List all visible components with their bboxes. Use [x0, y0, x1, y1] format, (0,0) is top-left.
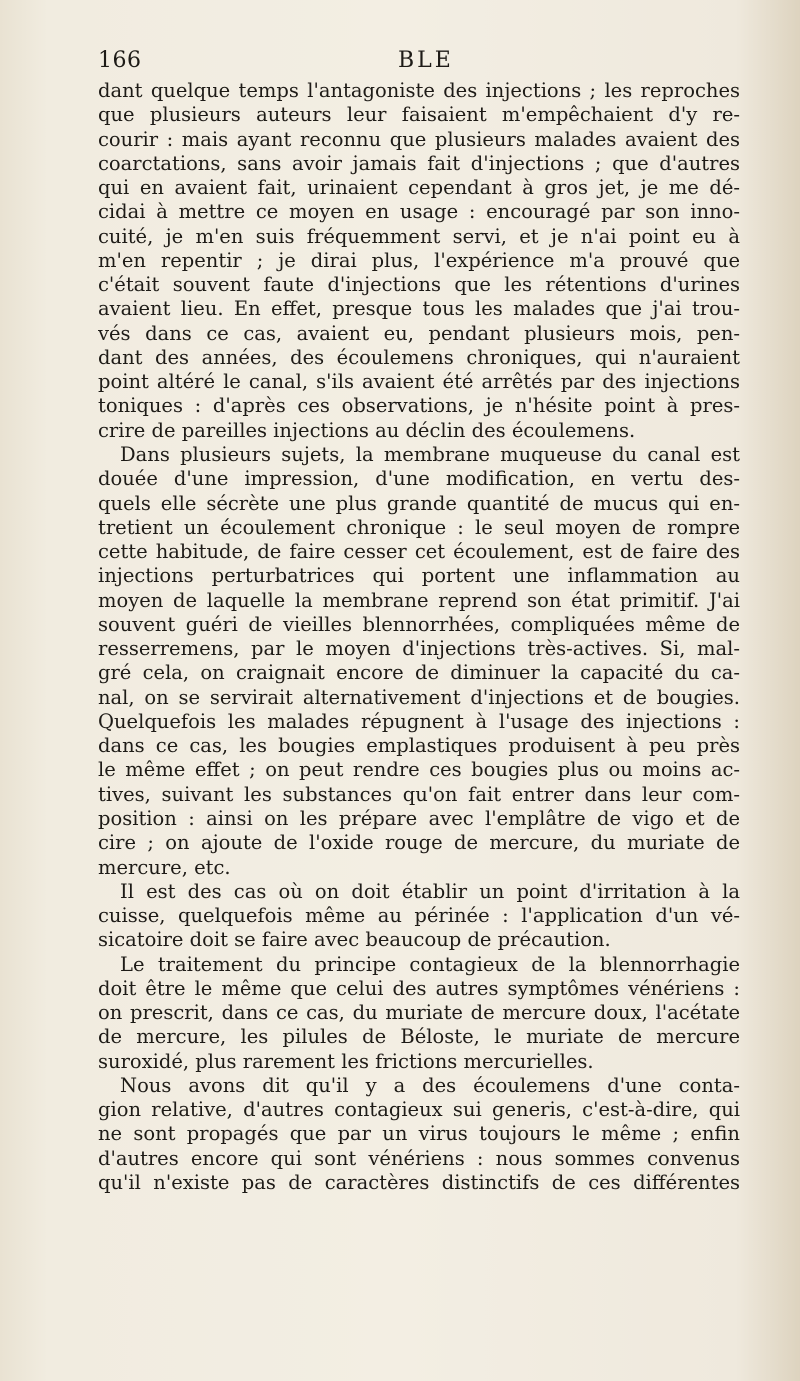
text-line: Nous avons dit qu'il y a des écoulemens d'une conta-: [120, 1073, 740, 1097]
paragraph: [98, 443, 740, 880]
text-line: on prescrit, dans ce cas, du muriate de mercure doux, l'acétate: [98, 1001, 740, 1025]
text-line: injections perturbatrices qui portent une inflammation au: [98, 564, 740, 588]
text-line: cuisse, quelquefois même au périnée : l'application d'un vé-: [98, 904, 740, 928]
text-line: dans ce cas, les bougies emplastiques produisent à peu près: [98, 734, 740, 758]
running-head: BLE: [398, 48, 454, 73]
text-line: crire de pareilles injections au déclin des écoulemens.: [98, 418, 636, 442]
text-line: qu'il n'existe pas de caractères distinctifs de ces différentes: [98, 1170, 740, 1194]
text-line: cire ; on ajoute de l'oxide rouge de mercure, du muriate de: [98, 831, 740, 855]
text-line: d'autres encore qui sont vénériens : nous sommes convenus: [98, 1146, 740, 1170]
text-line: doit être le même que celui des autres symptômes vénériens :: [98, 976, 740, 1000]
text-line: cuité, je m'en suis fréquemment servi, et je n'ai point eu à: [98, 224, 740, 248]
text-line: suroxidé, plus rarement les frictions mercurielles.: [98, 1049, 594, 1073]
text-line: vés dans ce cas, avaient eu, pendant plusieurs mois, pen-: [98, 321, 740, 345]
text-line: c'était souvent faute d'injections que les rétentions d'urines: [98, 273, 740, 297]
text-line: tretient un écoulement chronique : le seul moyen de rompre: [98, 515, 740, 539]
text-line: le même effet ; on peut rendre ces bougies plus ou moins ac-: [98, 758, 740, 782]
text-line: gion relative, d'autres contagieux sui generis, c'est-à-dire, qui: [98, 1098, 740, 1122]
page-header: [98, 46, 738, 76]
text-line: quels elle sécrète une plus grande quantité de mucus qui en-: [98, 491, 740, 515]
text-line: nal, on se servirait alternativement d'injections et de bougies.: [98, 685, 740, 709]
text-line: de mercure, les pilules de Béloste, le muriate de mercure: [98, 1025, 740, 1049]
text-line: cette habitude, de faire cesser cet écoulement, est de faire des: [98, 540, 740, 564]
text-line: que plusieurs auteurs leur faisaient m'empêchaient d'y re-: [98, 103, 740, 127]
text-line: tives, suivant les substances qu'on fait entrer dans leur com-: [98, 782, 740, 806]
text-line: cidai à mettre ce moyen en usage : encouragé par son inno-: [98, 200, 740, 224]
text-line: m'en repentir ; je dirai plus, l'expérience m'a prouvé que: [98, 248, 740, 272]
text-line: dant quelque temps l'antagoniste des injections ; les reproches: [98, 79, 740, 102]
text-line: Il est des cas où on doit établir un point d'irritation à la: [120, 879, 740, 903]
text-line: moyen de laquelle la membrane reprend son état primitif. J'ai: [98, 588, 740, 612]
paragraph: [98, 953, 740, 1074]
text-line: souvent guéri de vieilles blennorrhées, compliquées même de: [98, 612, 740, 636]
text-line: dant des années, des écoulemens chroniques, qui n'auraient: [98, 345, 740, 369]
text-line: point altéré le canal, s'ils avaient été arrêtés par des injections: [98, 370, 740, 394]
text-line: position : ainsi on les prépare avec l'emplâtre de vigo et de: [98, 806, 740, 830]
text-line: resserremens, par le moyen d'injections très-actives. Si, mal-: [98, 637, 740, 661]
body-text: [98, 79, 740, 1195]
text-line: ne sont propagés que par un virus toujours le même ; enfin: [98, 1122, 740, 1146]
text-line: toniques : d'après ces observations, je n'hésite point à pres-: [98, 394, 740, 418]
text-line: qui en avaient fait, urinaient cependant à gros jet, je me dé-: [98, 176, 740, 200]
text-line: avaient lieu. En effet, presque tous les malades que j'ai trou-: [98, 297, 740, 321]
text-line: sicatoire doit se faire avec beaucoup de précaution.: [98, 928, 611, 952]
text-line: Le traitement du principe contagieux de la blennorrhagie: [120, 952, 740, 976]
text-line: coarctations, sans avoir jamais fait d'injections ; que d'autres: [98, 151, 740, 175]
paragraph: [98, 1074, 740, 1195]
text-line: douée d'une impression, d'une modification, en vertu des-: [98, 467, 740, 491]
paragraph: [98, 79, 740, 443]
text-line: Dans plusieurs sujets, la membrane muqueuse du canal est: [120, 442, 740, 466]
text-line: gré cela, on craignait encore de diminuer la capacité du ca-: [98, 661, 740, 685]
text-line: Quelquefois les malades répugnent à l'usage des injections :: [98, 709, 740, 733]
paragraph: [98, 880, 740, 953]
page-number: 166: [98, 48, 142, 73]
text-line: mercure, etc.: [98, 855, 231, 879]
text-line: courir : mais ayant reconnu que plusieurs malades avaient des: [98, 127, 740, 151]
